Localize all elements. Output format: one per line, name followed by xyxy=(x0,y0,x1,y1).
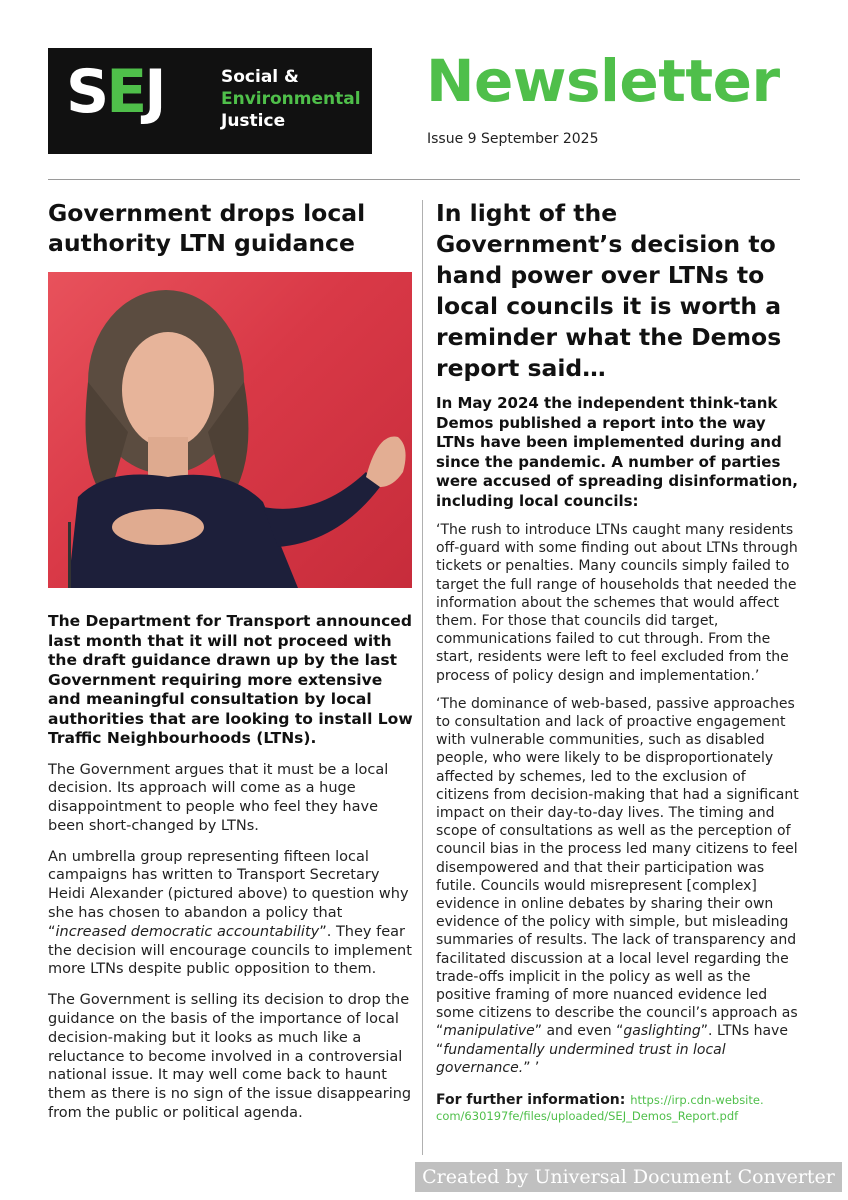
column-divider xyxy=(422,200,423,1155)
demos-quote-2: ‘The dominance of web-based, passive approaches to consultation and lack of proactive engagement with vulnerable communities, such as disabled people, who were likely to be disproportionately affected by schemes, led to the exclusion of citizens from decision-making that had a significant impact on their day-to-day lives. The timing and scope of consultations as well as the perception of council bias in the process led many citizens to feel disempowered and that their participation was futile. Councils would misrepresent [complex] evidence in online debates by sharing their own evidence of the policy with simple, but misleading summaries of results. The lack of transparency and facilitated discussion at a local level regarding the trade-offs implicit in the policy as well as the positive framing of more nuanced evidence led some citizens to describe the council’s approach as “manipulative” and even “gaslighting”. LTNs have “fundamentally undermined trust in local governance.” ’ xyxy=(436,695,799,1076)
further-info xyxy=(436,1091,802,1124)
header-divider xyxy=(48,179,800,180)
brand-name xyxy=(221,66,361,132)
report-link-continued[interactable]: com/630197fe/files/uploaded/SEJ_Demos_Report.pdf xyxy=(436,1109,739,1124)
report-link[interactable]: https://irp.cdn-website. xyxy=(630,1093,764,1108)
converter-watermark: Created by Universal Document Converter xyxy=(415,1162,842,1192)
newsletter-title: Newsletter xyxy=(426,47,780,115)
right-article xyxy=(436,198,802,1124)
speaker-photo-illustration xyxy=(48,272,412,588)
brand-line-1: Social & xyxy=(221,67,299,87)
left-paragraph-2: An umbrella group representing fifteen local campaigns has written to Transport Secretary Heidi Alexander (pictured above) to question why she has chosen to abandon a policy that “increased democratic accountability”. They fear the decision will encourage councils to implement more LTNs despite public opposition to them. xyxy=(48,848,412,978)
left-lead-paragraph: The Department for Transport announced last month that it will not proceed with the draft guidance drawn up by the last Government requiring more extensive and meaningful consultation by local authorities that are looking to install Low Traffic Neighbourhoods (LTNs). xyxy=(48,612,413,747)
left-paragraph-1: The Government argues that it must be a local decision. Its approach will come as a huge disappointment to people who feel they have been short-changed by LTNs. xyxy=(48,761,389,834)
speaker-photo xyxy=(48,272,412,588)
brand-line-3: Justice xyxy=(221,111,286,131)
right-lead-paragraph: In May 2024 the independent think-tank Demos published a report into the way LTNs have been implemented during and since the pandemic. A number of parties were accused of spreading disinformation, including local councils: xyxy=(436,394,798,510)
left-article xyxy=(48,198,414,1135)
left-paragraph-3: The Government is selling its decision to drop the guidance on the basis of the importance of local decision-making but it looks as much like a reluctance to become involved in a controversial national issue. It may well come back to haunt them as there is no sign of the issue disappearing from the public or political agenda. xyxy=(48,992,412,1122)
left-headline: Government drops local authority LTN guidance xyxy=(48,199,366,257)
sej-logo: SEJ xyxy=(66,57,164,127)
brand-line-2: Environmental xyxy=(221,89,361,109)
issue-info: Issue 9 September 2025 xyxy=(427,131,599,147)
right-headline: In light of the Government’s decision to hand power over LTNs to local councils it is worth a reminder what the Demos report said… xyxy=(436,199,782,382)
demos-quote-1: ‘The rush to introduce LTNs caught many residents off-guard with some finding out about LTNs through tickets or penalties. Many councils simply failed to target the full range of households that needed the information about the schemes that would affect them. For those that councils did target, communications failed to cut through. From the start, residents were left to feel excluded from the process of policy design and implementation.’ xyxy=(436,522,798,684)
further-info-label: For further information: xyxy=(436,1092,631,1109)
quote-emphasis: increased democratic accountability xyxy=(55,923,320,940)
